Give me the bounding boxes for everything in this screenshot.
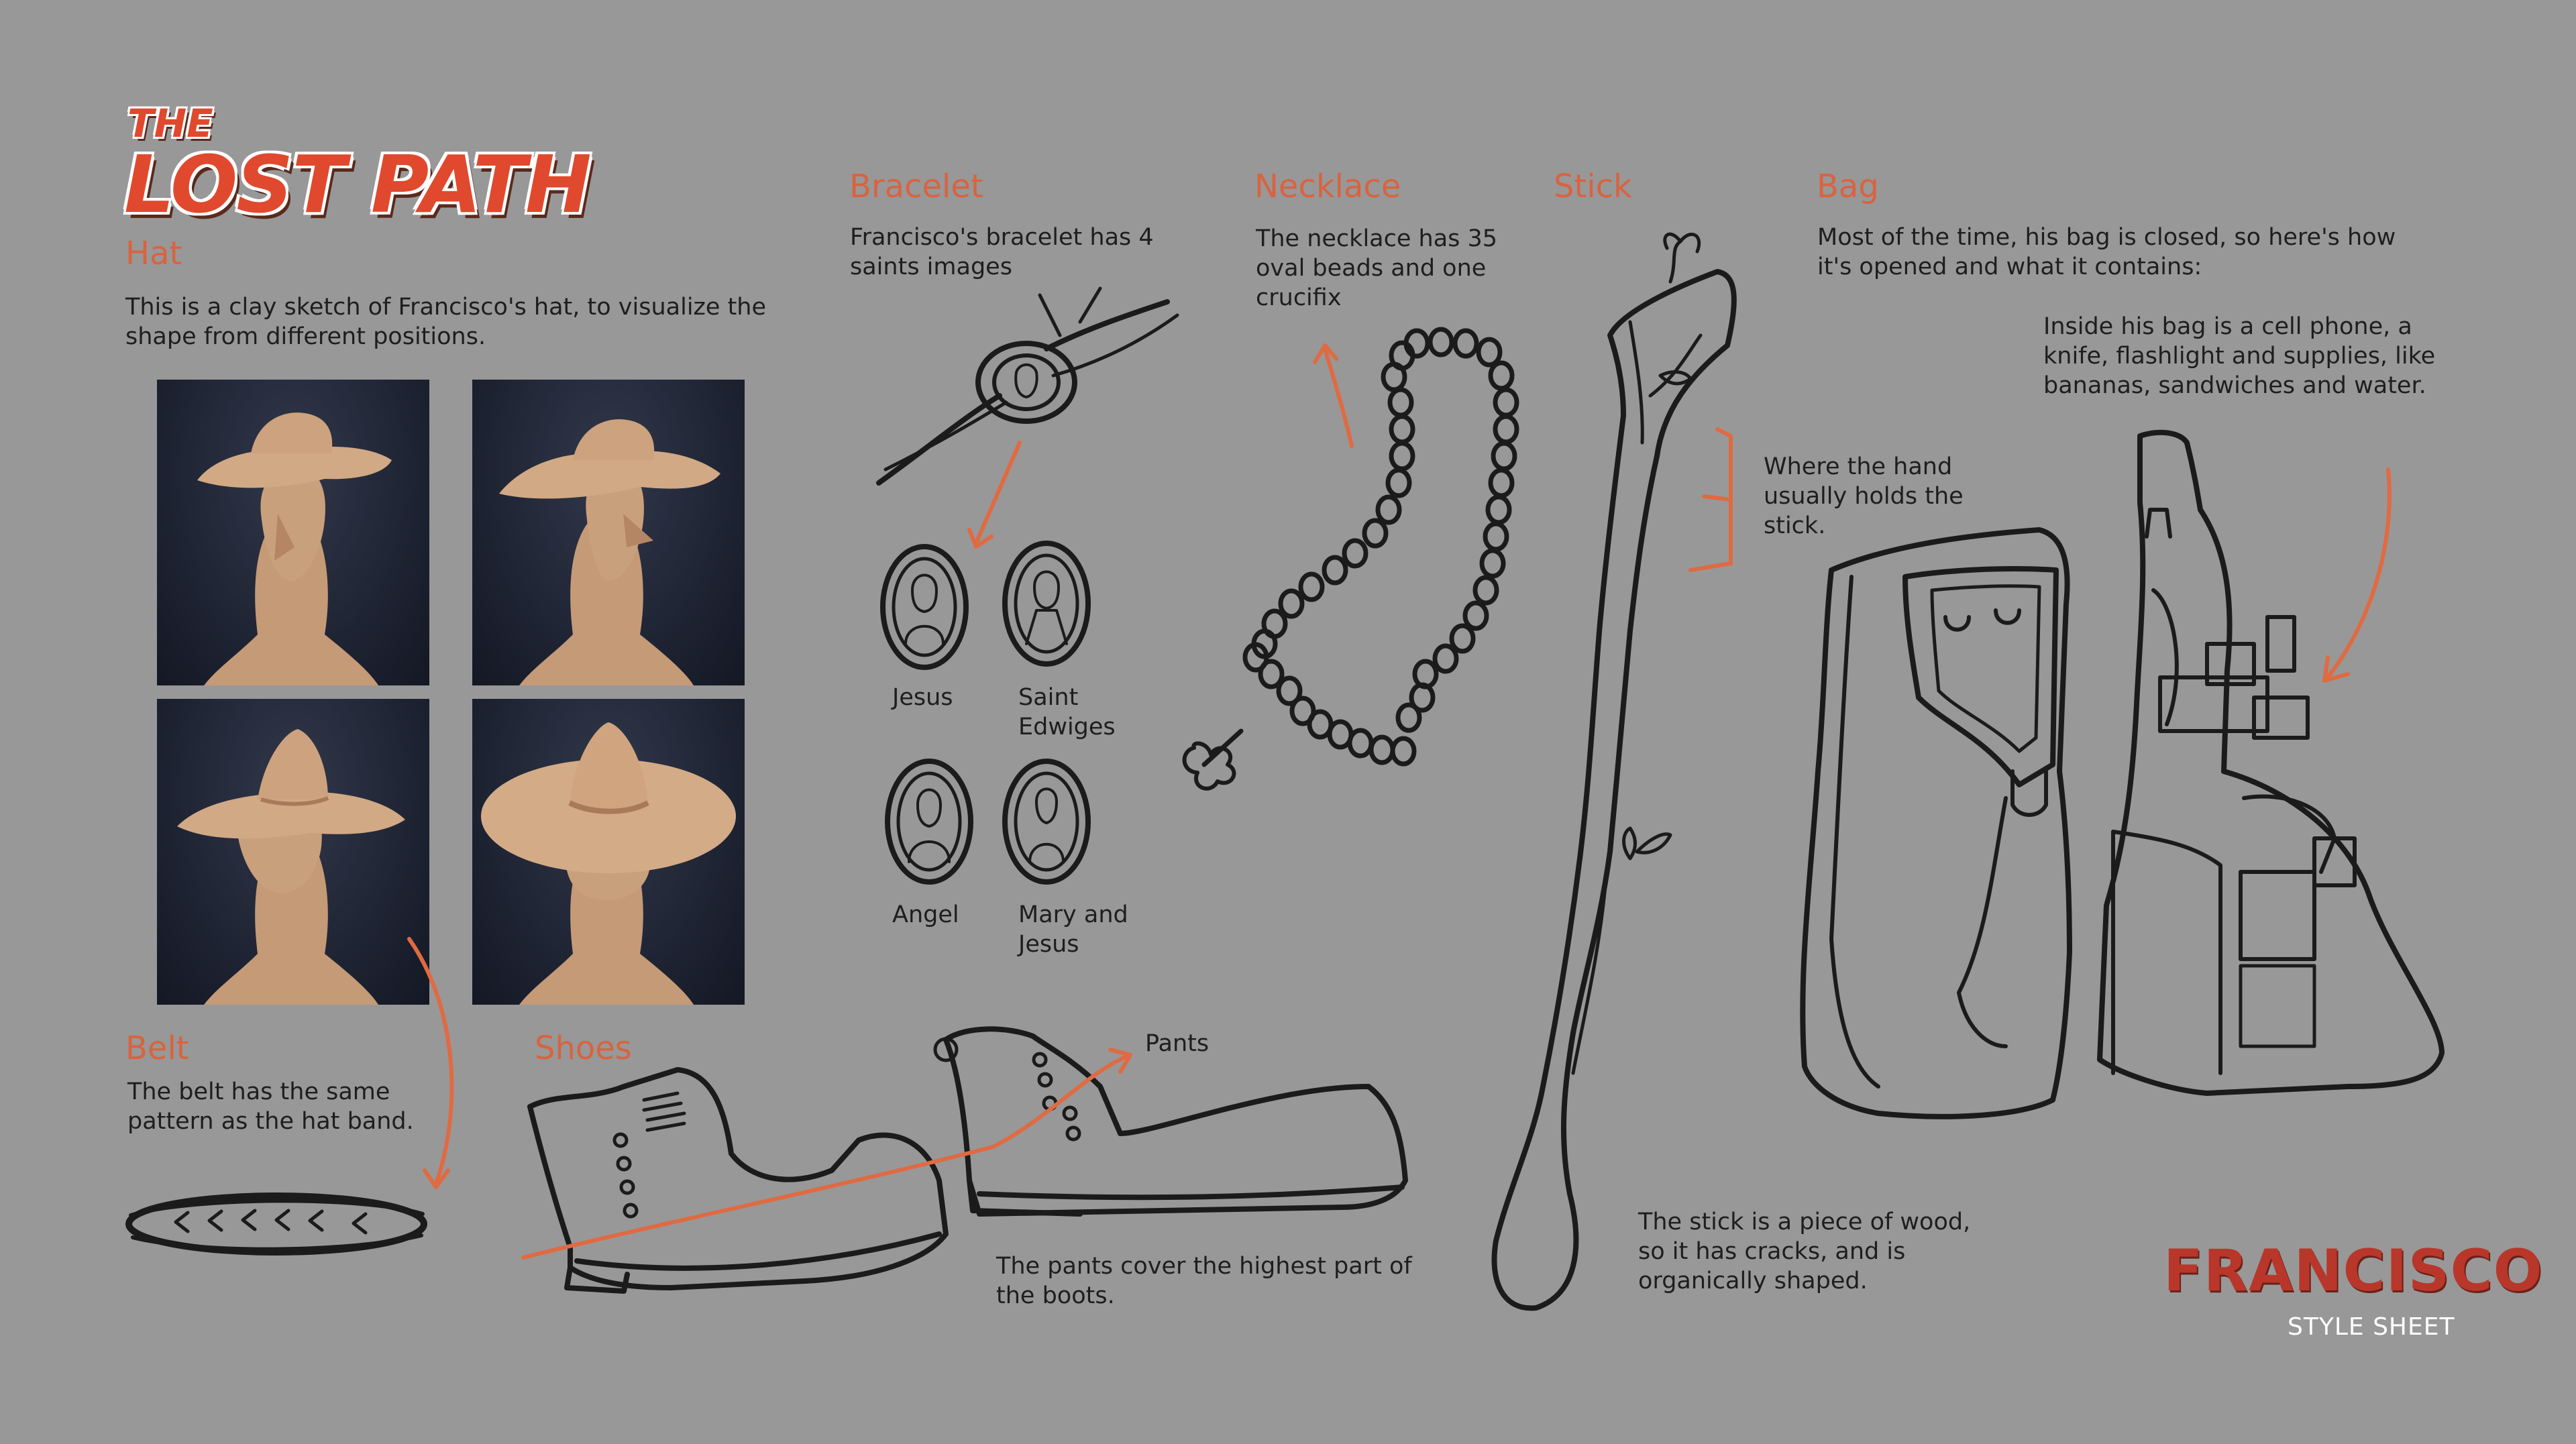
saint-label-edwiges: Saint Edwiges	[1018, 684, 1116, 740]
shoes-description: The pants cover the highest part of the boots.	[996, 1253, 1412, 1309]
bracelet-description: Francisco's bracelet has 4 saints images	[850, 224, 1154, 280]
bag-closed-drawing	[1803, 530, 2070, 1117]
necklace-description: The necklace has 35 oval beads and one crucifix	[1256, 225, 1498, 311]
saint-label-angel: Angel	[892, 901, 959, 928]
shoe-closed-drawing	[530, 1070, 946, 1291]
stick-drawing	[1495, 234, 1734, 1308]
hat-heading: Hat	[125, 235, 182, 272]
bag-heading: Bag	[1817, 168, 1879, 205]
bag-description: Most of the time, his bag is closed, so here's how it's opened and what it contains:	[1817, 224, 2396, 280]
necklace-drawing	[1185, 329, 1517, 789]
shoe-with-pants-drawing	[935, 1029, 1405, 1214]
belt-description: The belt has the same pattern as the hat band.	[127, 1078, 414, 1135]
stick-hand-note: Where the hand usually holds the stick.	[1764, 453, 1964, 539]
bracelet-drawing	[879, 288, 1177, 882]
pants-label: Pants	[1145, 1030, 1210, 1057]
shoes-heading: Shoes	[535, 1030, 632, 1067]
saint-label-mary: Mary and Jesus	[1018, 901, 1128, 958]
saint-label-jesus: Jesus	[892, 684, 953, 711]
belt-drawing	[129, 1196, 424, 1252]
stick-heading: Stick	[1554, 168, 1632, 205]
stick-description: The stick is a piece of wood, so it has cracks, and is organically shaped.	[1638, 1209, 1971, 1294]
page-title: LOST PATH	[124, 138, 590, 231]
necklace-heading: Necklace	[1254, 168, 1401, 205]
belt-heading: Belt	[125, 1030, 189, 1067]
title-the: THE	[127, 101, 213, 146]
style-sheet-label: STYLE SHEET	[2288, 1313, 2455, 1341]
hat-description: This is a clay sketch of Francisco's hat, to visualize the shape from different positions.	[125, 294, 767, 350]
character-name: FRANCISCO	[2163, 1237, 2543, 1304]
bag-inside-description: Inside his bag is a cell phone, a knife, flashlight and supplies, like bananas, sandwiches and water.	[2043, 313, 2436, 399]
bag-open-drawing	[2100, 433, 2442, 1093]
bracelet-heading: Bracelet	[849, 168, 983, 205]
annotation-arrows	[409, 345, 2390, 1258]
